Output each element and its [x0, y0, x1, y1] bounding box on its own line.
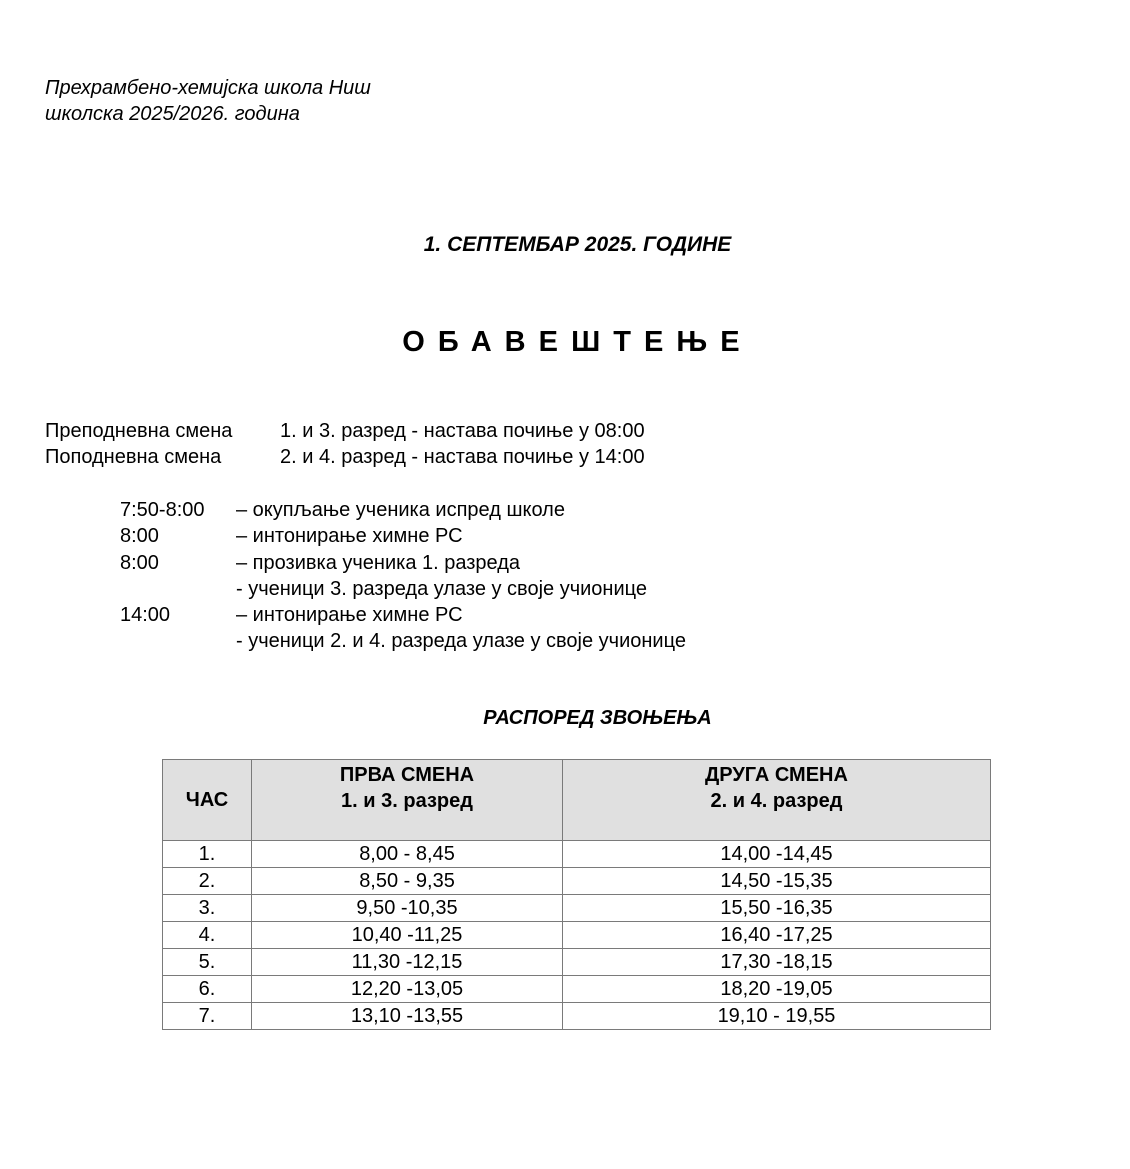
schedule-row	[120, 550, 686, 576]
schedule-time: 8:00	[120, 525, 159, 548]
cell-second-shift: 14,50 -15,35	[563, 868, 991, 895]
cell-first-shift: 12,20 -13,05	[252, 976, 563, 1003]
cell-second-shift: 18,20 -19,05	[563, 976, 991, 1003]
header-second-shift	[563, 760, 991, 841]
schedule-row	[120, 602, 686, 628]
schedule-list	[120, 497, 686, 655]
cell-period: 7.	[163, 1003, 252, 1030]
cell-period: 2.	[163, 868, 252, 895]
table-row	[163, 1003, 991, 1030]
shifts-list	[45, 418, 645, 470]
table-row	[163, 895, 991, 922]
schedule-text: – интонирање химне РС	[236, 604, 463, 627]
schedule-time: 8:00	[120, 551, 159, 574]
header-second-shift-sub: 2. и 4. разред	[710, 790, 843, 812]
table-header-row	[163, 760, 991, 841]
school-header	[45, 75, 371, 127]
bell-schedule-table	[162, 759, 991, 1030]
cell-second-shift: 14,00 -14,45	[563, 841, 991, 868]
table-row	[163, 841, 991, 868]
cell-first-shift: 11,30 -12,15	[252, 949, 563, 976]
header-first-shift-sub: 1. и 3. разред	[341, 790, 473, 812]
schedule-text: – окупљање ученика испред школе	[236, 499, 565, 521]
school-year: школска 2025/2026. година	[45, 103, 300, 125]
table-row	[163, 949, 991, 976]
notice-title: ОБАВЕШТЕЊЕ	[402, 326, 753, 358]
header-period-label: ЧАС	[185, 789, 229, 811]
date-title: 1. СЕПТЕМБАР 2025. ГОДИНЕ	[423, 233, 732, 256]
cell-period: 1.	[163, 841, 252, 868]
schedule-time	[120, 576, 236, 602]
schedule-row	[120, 497, 686, 523]
schedule-time	[120, 628, 236, 654]
cell-period: 5.	[163, 949, 252, 976]
schedule-text: - ученици 2. и 4. разреда улазе у своје учионице	[236, 630, 686, 653]
shift-row	[45, 444, 645, 470]
shift-text: 2. и 4. разред - настава почиње у 14:00	[280, 446, 645, 468]
cell-first-shift: 13,10 -13,55	[252, 1003, 563, 1030]
header-first-shift-label: ПРВА СМЕНА	[339, 764, 475, 786]
cell-period: 3.	[163, 895, 252, 922]
header-second-shift-label: ДРУГА СМЕНА	[705, 764, 848, 786]
schedule-text: – прозивка ученика 1. разреда	[236, 551, 521, 574]
schedule-row	[120, 628, 686, 654]
cell-second-shift: 19,10 - 19,55	[563, 1003, 991, 1030]
cell-second-shift: 17,30 -18,15	[563, 949, 991, 976]
schedule-row	[120, 576, 686, 602]
shift-row	[45, 418, 645, 444]
schedule-row	[120, 523, 686, 549]
bell-schedule-title: РАСПОРЕД ЗВОЊЕЊА	[483, 707, 712, 729]
schedule-time: 7:50-8:00	[120, 499, 205, 521]
schedule-text: - ученици 3. разреда улазе у своје учионице	[236, 577, 647, 600]
cell-second-shift: 15,50 -16,35	[563, 895, 991, 922]
cell-first-shift: 10,40 -11,25	[252, 922, 563, 949]
shift-name: Преподневна смена	[45, 420, 233, 442]
cell-first-shift: 8,50 - 9,35	[252, 868, 563, 895]
schedule-text: – интонирање химне РС	[236, 525, 463, 548]
cell-first-shift: 9,50 -10,35	[252, 895, 563, 922]
cell-second-shift: 16,40 -17,25	[563, 922, 991, 949]
cell-period: 4.	[163, 922, 252, 949]
table-row	[163, 922, 991, 949]
shift-name: Поподневна смена	[45, 446, 222, 468]
header-first-shift	[252, 760, 563, 841]
cell-first-shift: 8,00 - 8,45	[252, 841, 563, 868]
table-row	[163, 868, 991, 895]
school-name: Прехрамбено-хемијска школа Ниш	[45, 77, 371, 99]
shift-text: 1. и 3. разред - настава почиње у 08:00	[280, 420, 645, 442]
cell-period: 6.	[163, 976, 252, 1003]
table-row	[163, 976, 991, 1003]
header-period	[163, 760, 252, 841]
schedule-time: 14:00	[120, 604, 171, 627]
